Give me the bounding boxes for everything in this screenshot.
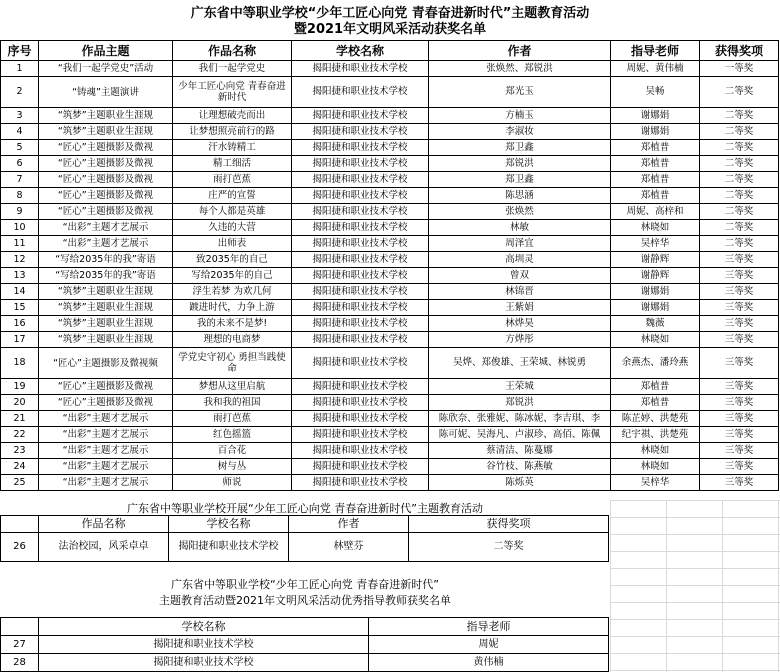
table-row [1,379,779,395]
cell-award: 三等奖 [700,268,779,284]
cell-award: 三等奖 [700,379,779,395]
cell-theme: “出彩”主题才艺展示 [39,411,173,427]
cell-school: 揭阳捷和职业技术学校 [292,284,429,300]
table-row [1,533,609,562]
cell-teacher: 吴梓华 [611,236,700,252]
cell-school: 揭阳捷和职业技术学校 [292,204,429,220]
cell-teacher: 周妮 [369,636,609,654]
table-row [1,459,779,475]
cell-work: 致2035年的自己 [173,252,292,268]
header-index: 序号 [1,41,39,61]
cell-index: 13 [1,268,39,284]
cell-school: 揭阳捷和职业技术学校 [292,108,429,124]
cell-theme: “匠心”主题摄影及微视 [39,395,173,411]
cell-teacher: 吴畅 [611,77,700,108]
header-author: 作者 [289,516,409,533]
header-index [1,516,39,533]
table-header-row [1,618,609,636]
header-school: 学校名称 [39,618,369,636]
cell-work: 学党史守初心 勇担当践使命 [173,348,292,379]
cell-school: 揭阳捷和职业技术学校 [292,124,429,140]
cell-teacher: 余燕杰、潘玲燕 [611,348,700,379]
header-author: 作者 [429,41,611,61]
cell-award: 三等奖 [700,459,779,475]
cell-work: 少年工匠心向党 青春奋进新时代 [173,77,292,108]
cell-author: 林烨昊 [429,316,611,332]
cell-teacher: 郑植普 [611,395,700,411]
cell-teacher: 谢娜娟 [611,108,700,124]
table-row [1,236,779,252]
cell-work: 让理想破壳而出 [173,108,292,124]
cell-author: 曾双 [429,268,611,284]
cell-award: 二等奖 [700,77,779,108]
cell-teacher: 林晓如 [611,332,700,348]
cell-school: 揭阳捷和职业技术学校 [292,77,429,108]
cell-index: 1 [1,61,39,77]
cell-school: 揭阳捷和职业技术学校 [292,443,429,459]
cell-award: 一等奖 [700,61,779,77]
cell-school: 揭阳捷和职业技术学校 [292,220,429,236]
table-row [1,156,779,172]
cell-theme: “筑梦”主题职业生涯规 [39,316,173,332]
table-row [1,395,779,411]
table-header-row [1,41,779,61]
table-row [1,124,779,140]
table2-title: 广东省中等职业学校开展“少年工匠心向党 青春奋进新时代”主题教育活动 [127,502,483,515]
cell-theme: “出彩”主题才艺展示 [39,475,173,491]
cell-work: 雨打芭蕉 [173,172,292,188]
cell-award: 三等奖 [700,443,779,459]
cell-award: 三等奖 [700,300,779,316]
cell-work: 出师表 [173,236,292,252]
cell-teacher: 郑植普 [611,379,700,395]
cell-school: 揭阳捷和职业技术学校 [292,379,429,395]
cell-author: 周泽宜 [429,236,611,252]
cell-teacher: 谢娜娟 [611,124,700,140]
cell-author: 蔡清洁、陈蔓娜 [429,443,611,459]
cell-work: 雨打芭蕉 [173,411,292,427]
table-row [1,252,779,268]
cell-work: 浮生若梦 为欢几何 [173,284,292,300]
cell-theme: “筑梦”主题职业生涯规 [39,284,173,300]
cell-index: 22 [1,427,39,443]
cell-school: 揭阳捷和职业技术学校 [292,188,429,204]
cell-school: 揭阳捷和职业技术学校 [292,172,429,188]
cell-work: 精工细活 [173,156,292,172]
cell-index: 9 [1,204,39,220]
cell-index: 21 [1,411,39,427]
cell-award: 二等奖 [700,108,779,124]
cell-award: 三等奖 [700,316,779,332]
cell-work: 梦想从这里启航 [173,379,292,395]
cell-work: 我们一起学党史 [173,61,292,77]
cell-teacher: 周妮、高梓和 [611,204,700,220]
cell-work: 久违的大营 [173,220,292,236]
cell-author: 谷竹枝、陈燕敏 [429,459,611,475]
table-row [1,108,779,124]
cell-index: 20 [1,395,39,411]
cell-author: 郑锐洪 [429,395,611,411]
cell-teacher: 林晓如 [611,443,700,459]
cell-index: 8 [1,188,39,204]
header-work: 作品名称 [39,516,169,533]
cell-index: 25 [1,475,39,491]
cell-author: 王紫娟 [429,300,611,316]
cell-award: 三等奖 [700,475,779,491]
cell-index: 5 [1,140,39,156]
cell-theme: “筑梦”主题职业生涯规 [39,332,173,348]
cell-teacher: 黄伟楠 [369,654,609,672]
cell-index: 24 [1,459,39,475]
header-award: 获得奖项 [700,41,779,61]
table-row [1,332,779,348]
header-teacher: 指导老师 [611,41,700,61]
cell-work: 汗水铸精工 [173,140,292,156]
cell-work: 我的未来不是梦! [173,316,292,332]
header-school: 学校名称 [169,516,289,533]
cell-school: 揭阳捷和职业技术学校 [292,475,429,491]
cell-theme: “筑梦”主题职业生涯规 [39,124,173,140]
table-row [1,61,779,77]
cell-teacher: 纪宇祺、洪楚苑 [611,427,700,443]
cell-author: 郑光玉 [429,77,611,108]
table-row [1,475,779,491]
cell-teacher: 谢娜娟 [611,300,700,316]
cell-theme: “铸魂”主题演讲 [39,77,173,108]
cell-award: 二等奖 [700,236,779,252]
cell-theme: “筑梦”主题职业生涯规 [39,300,173,316]
cell-teacher: 魏薇 [611,316,700,332]
cell-author: 张焕然 [429,204,611,220]
cell-work: 每个人都是英雄 [173,204,292,220]
cell-index: 12 [1,252,39,268]
cell-author: 陈思涵 [429,188,611,204]
cell-author: 方楠玉 [429,108,611,124]
cell-theme: “我们一起学党史”活动 [39,61,173,77]
cell-school: 揭阳捷和职业技术学校 [39,636,369,654]
cell-school: 揭阳捷和职业技术学校 [292,427,429,443]
sheet-gridlines [610,500,780,672]
header-school: 学校名称 [292,41,429,61]
cell-award: 二等奖 [700,204,779,220]
table-row [1,316,779,332]
cell-author: 郑锐洪 [429,156,611,172]
cell-index: 16 [1,316,39,332]
table-row [1,654,609,672]
cell-award: 三等奖 [700,411,779,427]
cell-theme: “匠心”主题摄影及微视频 [39,348,173,379]
cell-school: 揭阳捷和职业技术学校 [292,252,429,268]
table-row [1,188,779,204]
cell-school: 揭阳捷和职业技术学校 [292,61,429,77]
cell-author: 林壁芬 [289,533,409,562]
cell-theme: “筑梦”主题职业生涯规 [39,108,173,124]
table-row [1,220,779,236]
cell-index: 4 [1,124,39,140]
cell-award: 三等奖 [700,332,779,348]
cell-award: 三等奖 [700,395,779,411]
table-row [1,204,779,220]
cell-theme: “出彩”主题才艺展示 [39,236,173,252]
cell-award: 三等奖 [700,348,779,379]
cell-school: 揭阳捷和职业技术学校 [292,156,429,172]
table-row [1,140,779,156]
table-row [1,300,779,316]
cell-award: 二等奖 [700,172,779,188]
cell-award: 二等奖 [700,188,779,204]
cell-theme: “匠心”主题摄影及微视 [39,379,173,395]
cell-work: 百合花 [173,443,292,459]
cell-author: 陈欣奈、张雅妮、陈冰妮、李吉琪、李 [429,411,611,427]
cell-school: 揭阳捷和职业技术学校 [292,316,429,332]
cell-work: 让梦想照亮前行的路 [173,124,292,140]
cell-theme: “出彩”主题才艺展示 [39,220,173,236]
cell-teacher: 林晓如 [611,220,700,236]
cell-school: 揭阳捷和职业技术学校 [39,654,369,672]
cell-work: 法治校园，风采卓卓 [39,533,169,562]
cell-teacher: 林晓如 [611,459,700,475]
header-theme: 作品主题 [39,41,173,61]
cell-index: 3 [1,108,39,124]
cell-teacher: 谢静辉 [611,268,700,284]
cell-school: 揭阳捷和职业技术学校 [292,459,429,475]
cell-index: 14 [1,284,39,300]
header-index [1,618,39,636]
cell-teacher: 周妮、黄伟楠 [611,61,700,77]
cell-index: 11 [1,236,39,252]
cell-work: 树与丛 [173,459,292,475]
cell-work: 红色摇篮 [173,427,292,443]
cell-index: 10 [1,220,39,236]
cell-author: 李淑妆 [429,124,611,140]
cell-award: 三等奖 [700,252,779,268]
cell-theme: “出彩”主题才艺展示 [39,443,173,459]
table-row [1,284,779,300]
cell-work: 写给2035年的自己 [173,268,292,284]
cell-teacher: 郑植普 [611,140,700,156]
cell-author: 方烨彤 [429,332,611,348]
cell-author: 郑卫鑫 [429,140,611,156]
cell-index: 26 [1,533,39,562]
table-row [1,411,779,427]
table-row [1,172,779,188]
cell-teacher: 谢静辉 [611,252,700,268]
header-award: 获得奖项 [409,516,609,533]
cell-award: 二等奖 [700,220,779,236]
table-row [1,427,779,443]
cell-index: 18 [1,348,39,379]
cell-index: 17 [1,332,39,348]
cell-theme: “匠心”主题摄影及微视 [39,172,173,188]
table-row [1,636,609,654]
cell-school: 揭阳捷和职业技术学校 [292,411,429,427]
cell-theme: “匠心”主题摄影及微视 [39,188,173,204]
cell-school: 揭阳捷和职业技术学校 [169,533,289,562]
cell-index: 27 [1,636,39,654]
cell-index: 19 [1,379,39,395]
table3-title-line1: 广东省中等职业学校“少年工匠心向党 青春奋进新时代” [171,578,439,591]
cell-index: 7 [1,172,39,188]
cell-work: 庄严的宣誓 [173,188,292,204]
cell-author: 张焕然、郑锐洪 [429,61,611,77]
cell-award: 三等奖 [700,427,779,443]
cell-teacher: 吴梓华 [611,475,700,491]
cell-school: 揭阳捷和职业技术学校 [292,348,429,379]
cell-work: 理想的电商梦 [173,332,292,348]
cell-school: 揭阳捷和职业技术学校 [292,395,429,411]
cell-theme: “写给2035年的我”寄语 [39,252,173,268]
cell-theme: “出彩”主题才艺展示 [39,427,173,443]
cell-author: 王荣城 [429,379,611,395]
cell-teacher: 郑植普 [611,156,700,172]
cell-work: 师说 [173,475,292,491]
cell-teacher: 陈芷婷、洪楚苑 [611,411,700,427]
cell-theme: “匠心”主题摄影及微视 [39,140,173,156]
table-row [1,77,779,108]
table-row [1,348,779,379]
award-table-2 [0,515,609,562]
cell-author: 郑卫鑫 [429,172,611,188]
cell-teacher: 谢娜娟 [611,284,700,300]
table-header-row [1,516,609,533]
table-row [1,443,779,459]
cell-theme: “匠心”主题摄影及微视 [39,204,173,220]
cell-school: 揭阳捷和职业技术学校 [292,300,429,316]
header-work: 作品名称 [173,41,292,61]
cell-theme: “出彩”主题才艺展示 [39,459,173,475]
cell-theme: “匠心”主题摄影及微视 [39,156,173,172]
cell-author: 林敏 [429,220,611,236]
cell-award: 二等奖 [700,156,779,172]
cell-award: 二等奖 [409,533,609,562]
header-teacher: 指导老师 [369,618,609,636]
table-row [1,268,779,284]
cell-school: 揭阳捷和职业技术学校 [292,236,429,252]
cell-school: 揭阳捷和职业技术学校 [292,140,429,156]
cell-work: 踱进时代，力争上游 [173,300,292,316]
cell-index: 28 [1,654,39,672]
cell-author: 陈可妮、吴海凡、卢淑珍、高佰、陈佩 [429,427,611,443]
cell-award: 二等奖 [700,124,779,140]
table3-title-line2: 主题教育活动暨2021年文明风采活动优秀指导教师获奖名单 [159,594,451,607]
cell-index: 23 [1,443,39,459]
cell-teacher: 郑植普 [611,172,700,188]
cell-index: 6 [1,156,39,172]
main-title-line2: 暨2021年文明风采活动获奖名单 [293,22,487,37]
cell-index: 15 [1,300,39,316]
cell-school: 揭阳捷和职业技术学校 [292,268,429,284]
cell-author: 吴烨、郑俊雄、王荣城、林锐勇 [429,348,611,379]
award-table [0,40,779,491]
cell-theme: “写给2035年的我”寄语 [39,268,173,284]
cell-index: 2 [1,77,39,108]
cell-author: 高圳灵 [429,252,611,268]
cell-author: 陈烁英 [429,475,611,491]
cell-award: 三等奖 [700,284,779,300]
cell-award: 二等奖 [700,140,779,156]
teacher-award-table [0,617,609,672]
cell-author: 林锦晋 [429,284,611,300]
cell-work: 我和我的祖国 [173,395,292,411]
main-title-line1: 广东省中等职业学校“少年工匠心向党 青春奋进新时代”主题教育活动 [190,6,590,21]
cell-school: 揭阳捷和职业技术学校 [292,332,429,348]
cell-teacher: 郑植普 [611,188,700,204]
